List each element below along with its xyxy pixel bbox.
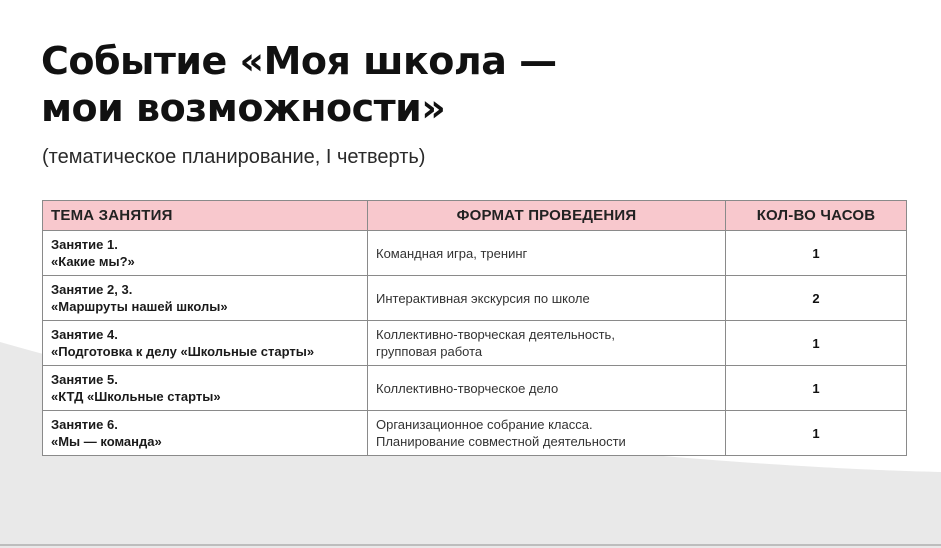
topic-cell <box>43 276 368 321</box>
hours-cell: 1 <box>726 411 907 456</box>
page-title <box>41 38 557 132</box>
hours-cell: 1 <box>726 366 907 411</box>
lesson-name: «Маршруты нашей школы» <box>51 299 228 314</box>
bottom-divider <box>0 544 941 546</box>
topic-cell <box>43 366 368 411</box>
hours-cell: 1 <box>726 321 907 366</box>
header-topic: ТЕМА ЗАНЯТИЯ <box>43 201 368 231</box>
lesson-number: Занятие 5. <box>51 372 118 387</box>
lesson-name: «КТД «Школьные старты» <box>51 389 221 404</box>
page-subtitle: (тематическое планирование, I четверть) <box>42 146 426 168</box>
topic-cell <box>43 231 368 276</box>
format-text-line-1: Интерактивная экскурсия по школе <box>376 290 590 306</box>
table-row <box>43 366 907 411</box>
lesson-name: «Какие мы?» <box>51 254 135 269</box>
table-header-row <box>43 201 907 231</box>
header-format: ФОРМАТ ПРОВЕДЕНИЯ <box>368 201 726 231</box>
format-cell <box>368 411 726 456</box>
hours-cell: 1 <box>726 231 907 276</box>
format-cell <box>368 321 726 366</box>
page-title-line-1: Событие «Моя школа — <box>41 39 557 83</box>
page-title-line-2: мои возможности» <box>41 86 446 130</box>
table-row <box>43 276 907 321</box>
hours-cell: 2 <box>726 276 907 321</box>
format-text-line-1: Коллективно-творческое дело <box>376 380 559 396</box>
table-row <box>43 231 907 276</box>
format-text-line-2: групповая работа <box>376 344 483 359</box>
format-text-line-1: Командная игра, тренинг <box>376 245 528 261</box>
format-cell <box>368 366 726 411</box>
format-text-line-2: Планирование совместной деятельности <box>376 434 626 449</box>
format-cell <box>368 276 726 321</box>
table-row <box>43 321 907 366</box>
format-text-line-1: Организационное собрание класса. <box>376 417 593 432</box>
table-row <box>43 411 907 456</box>
planning-table <box>42 200 907 456</box>
lesson-name: «Подготовка к делу «Школьные старты» <box>51 344 315 359</box>
lesson-name: «Мы — команда» <box>51 434 162 449</box>
lesson-number: Занятие 2, 3. <box>51 282 133 297</box>
lesson-number: Занятие 6. <box>51 417 118 432</box>
header-hours: КОЛ-ВО ЧАСОВ <box>726 201 907 231</box>
topic-cell <box>43 411 368 456</box>
lesson-number: Занятие 4. <box>51 327 118 342</box>
topic-cell <box>43 321 368 366</box>
lesson-number: Занятие 1. <box>51 237 118 252</box>
format-text-line-1: Коллективно-творческая деятельность, <box>376 327 615 342</box>
format-cell <box>368 231 726 276</box>
